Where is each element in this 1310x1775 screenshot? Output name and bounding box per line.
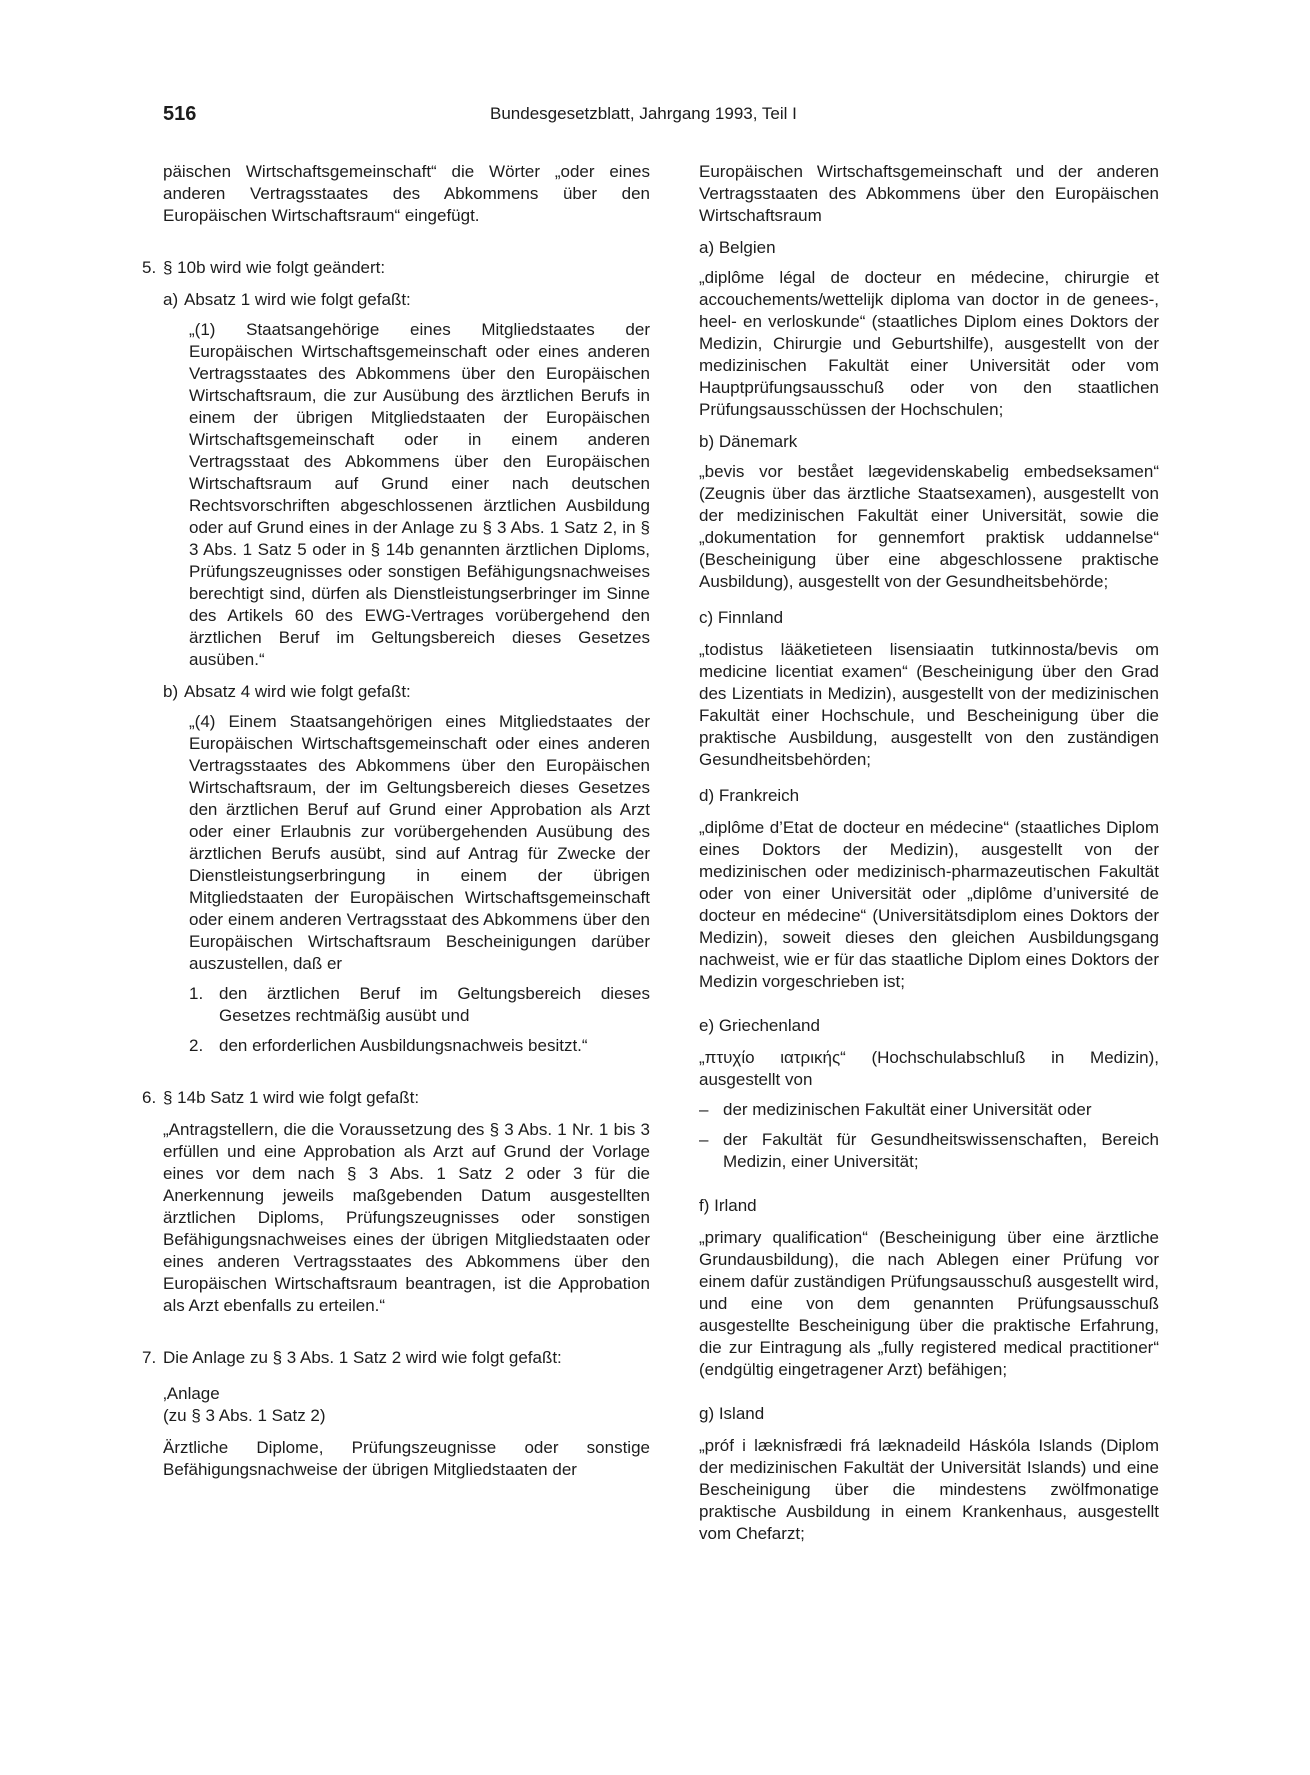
right-intro: Europäischen Wirtschaftsgemeinschaft und der anderen Vertragsstaaten des Abkommens über den Europäischen Wirtschaftsraum — [699, 162, 1159, 225]
country-belgien: a) Belgien — [699, 238, 776, 257]
right-column — [699, 161, 1159, 1545]
running-header: Bundesgesetzblatt, Jahrgang 1993, Teil I — [490, 104, 797, 123]
item-7-text: Die Anlage zu § 3 Abs. 1 Satz 2 wird wie folgt gefaßt: — [163, 1348, 562, 1367]
page-number: 516 — [163, 103, 197, 125]
country-frankreich: d) Frankreich — [699, 786, 800, 805]
country-daenemark: b) Dänemark — [699, 432, 798, 451]
anlage-body: Ärztliche Diplome, Prüfungszeugnisse oder sonstige Befähigungsnachweise der übrigen Mitgliedstaaten der — [163, 1438, 650, 1479]
anlage-heading: ‚Anlage — [163, 1384, 220, 1403]
belgien-text: „diplôme légal de docteur en médecine, chirurgie et accouchements/wettelijk diploma van doctor in de genees-, heel- en verloskunde“ (staatliches Diplom eines Doktors der Medizin, Chirurgie und Geburtshilfe), ausgestellt von der medizinischen Fakultät einer Universität oder vom Hauptprüfungsausschuß oder von den staatlichen Prüfungsausschüssen der Hochschulen; — [699, 268, 1159, 419]
item-6-text: § 14b Satz 1 wird wie folgt gefaßt: — [163, 1088, 420, 1107]
item-6 — [142, 1087, 650, 1317]
anlage-subheading: (zu § 3 Abs. 1 Satz 2) — [163, 1406, 326, 1425]
item-5 — [142, 257, 650, 1057]
left-intro: päischen Wirtschaftsgemeinschaft“ die Wörter „oder eines anderen Vertragsstaates des Abkommens über den Europäischen Wirtschaftsraum“ eingefügt. — [163, 162, 650, 225]
item-5b-text: Absatz 4 wird wie folgt gefaßt: — [184, 682, 411, 701]
left-column — [142, 161, 650, 1481]
item-7 — [142, 1347, 650, 1481]
item-7-number: 7. — [142, 1348, 157, 1367]
item-5a-quote: „(1) Staatsangehörige eines Mitgliedstaates der Europäischen Wirtschaftsgemeinschaft oder eines anderen Vertragsstaates des Abkommens über den Europäischen Wirtschaftsraum, die zur Ausübung des ärztlichen Berufs in einem der übrigen Mitgliedstaaten der Europäischen Wirtschaftsgemeinschaft oder in einem anderen Vertragsstaat des Abkommens über den Europäischen Wirtschaftsraum auf Grund einer nach deutschen Rechtsvorschriften abgeschlossenen ärztlichen Ausbildung oder auf Grund eines in der Anlage zu § 3 Abs. 1 Satz 2, in § 3 Abs. 1 Satz 5 oder in § 14b genannten ärztlichen Diploms, Prüfungszeugnisses oder sonstigen Befähigungsnachweises berechtigt sind, dürfen als Dienstleistungserbringer im Sinne des Artikels 60 des EWG-Vertrages vorübergehend den ärztlichen Beruf im Geltungsbereich dieses Gesetzes ausüben.“ — [189, 320, 650, 669]
irland-text: „primary qualification“ (Bescheinigung über eine ärztliche Grundausbildung), die nach Ablegen einer Prüfung vor einem dafür zuständigen Prüfungsausschuß ausgestellt wird, und eine von dem genannten Prüfungsausschuß ausgestellte Bescheinigung über die praktische Erfahrung, die zur Eintragung als „fully registered medical practitioner“ (endgültig eingetragener Arzt) befähigen; — [699, 1228, 1159, 1379]
item-6-number: 6. — [142, 1088, 157, 1107]
island-text: „próf i læknisfrædi frá læknadeild Háskóla Islands (Diplom der medizinischen Fakultät der Universität Islands) und eine Bescheinigung über die mindestens zwölfmonatige praktische Ausbildung in einem Krankenhaus, ausgestellt vom Chefarzt; — [699, 1436, 1159, 1543]
item-5b — [163, 681, 650, 703]
item-6-quote: „Antragstellern, die die Voraussetzung des § 3 Abs. 1 Nr. 1 bis 3 erfüllen und eine Approbation als Arzt auf Grund der Vorlage eines vor dem nach § 3 Abs. 1 Satz 2 oder 3 für die Anerkennung jeweils maßgebenden Datum ausgestellten ärztlichen Diploms, Prüfungszeugnisses oder sonstigen Befähigungsnachweises eines der übrigen Mitgliedstaaten oder eines anderen Vertragsstaates des Abkommens über den Europäischen Wirtschaftsraum beantragen, ist die Approbation als Arzt ebenfalls zu erteilen.“ — [163, 1120, 650, 1315]
item-5-text: § 10b wird wie folgt geändert: — [163, 258, 386, 277]
country-griechenland: e) Griechenland — [699, 1016, 820, 1035]
item-5a-label: a) — [163, 290, 179, 309]
item-5a-text: Absatz 1 wird wie folgt gefaßt: — [184, 290, 411, 309]
finnland-text: „todistus lääketieteen lisensiaatin tutkinnosta/bevis om medicine licentiat examen“ (Bescheinigung über den Grad des Lizentiats in Medizin), ausgestellt von der medizinischen Fakultät einer Hochschule, und Bescheinigung über die praktische Ausbildung, ausgestellt von den zuständigen Gesundheitsbehörden; — [699, 640, 1159, 769]
frankreich-text: „diplôme d’Etat de docteur en médecine“ (staatliches Diplom eines Doktors der Medizin), ausgestellt von der medizinischen oder medizinisch-pharmazeutischen Fakultät oder von einer Universität oder „diplôme d’université de docteur en médecine“ (Universitätsdiplom eines Doktors der Medizin), soweit dieses den gleichen Ausbildungsgang nachweist, wie er für das staatliche Diplom eines Doktors der Medizin vorgeschrieben ist; — [699, 818, 1159, 991]
country-island: g) Island — [699, 1404, 765, 1423]
country-irland: f) Irland — [699, 1196, 757, 1215]
country-finnland: c) Finnland — [699, 608, 784, 627]
griechenland-dash-item: – der medizinischen Fakultät einer Universität oder — [699, 1100, 1092, 1119]
item-5a — [163, 289, 650, 311]
item-5b-list-item: 1. den ärztlichen Beruf im Geltungsbereich dieses Gesetzes rechtmäßig ausübt und — [189, 984, 650, 1025]
daenemark-text: „bevis vor bestået lægevidenskabelig embedseksamen“ (Zeugnis über das ärztliche Staatsexamen), ausgestellt von der medizinischen Fakultät einer Universität, sowie die „dokumentation for gennemfort praktisk uddannelse“ (Bescheinigung über eine abgeschlossene praktische Ausbildung), ausgestellt von der Gesundheitsbehörde; — [699, 462, 1159, 591]
item-5b-label: b) — [163, 682, 179, 701]
item-5b-quote: „(4) Einem Staatsangehörigen eines Mitgliedstaates der Europäischen Wirtschaftsgemeinschaft oder eines anderen Vertragsstaates des Abkommens über den Europäischen Wirtschaftsraum, der im Geltungsbereich dieses Gesetzes den ärztlichen Beruf auf Grund einer Approbation als Arzt oder einer Erlaubnis zur vorübergehenden Ausübung des ärztlichen Berufs ausübt, sind auf Antrag für Zwecke der Dienstleistungserbringung in einem der übrigen Mitgliedstaaten der Europäischen Wirtschaftsgemeinschaft oder einem anderen Vertragsstaat des Abkommens über den Europäischen Wirtschaftsraum Bescheinigungen darüber auszustellen, daß er — [189, 712, 650, 973]
griechenland-dash-item: – der Fakultät für Gesundheitswissenschaften, Bereich Medizin, einer Universität; — [699, 1130, 1159, 1171]
item-5-number: 5. — [142, 258, 157, 277]
item-5b-list-item: 2. den erforderlichen Ausbildungsnachweis besitzt.“ — [189, 1036, 588, 1055]
griechenland-text: „πτυχίο ιατρικής“ (Hochschulabschluß in Medizin), ausgestellt von — [699, 1048, 1159, 1089]
